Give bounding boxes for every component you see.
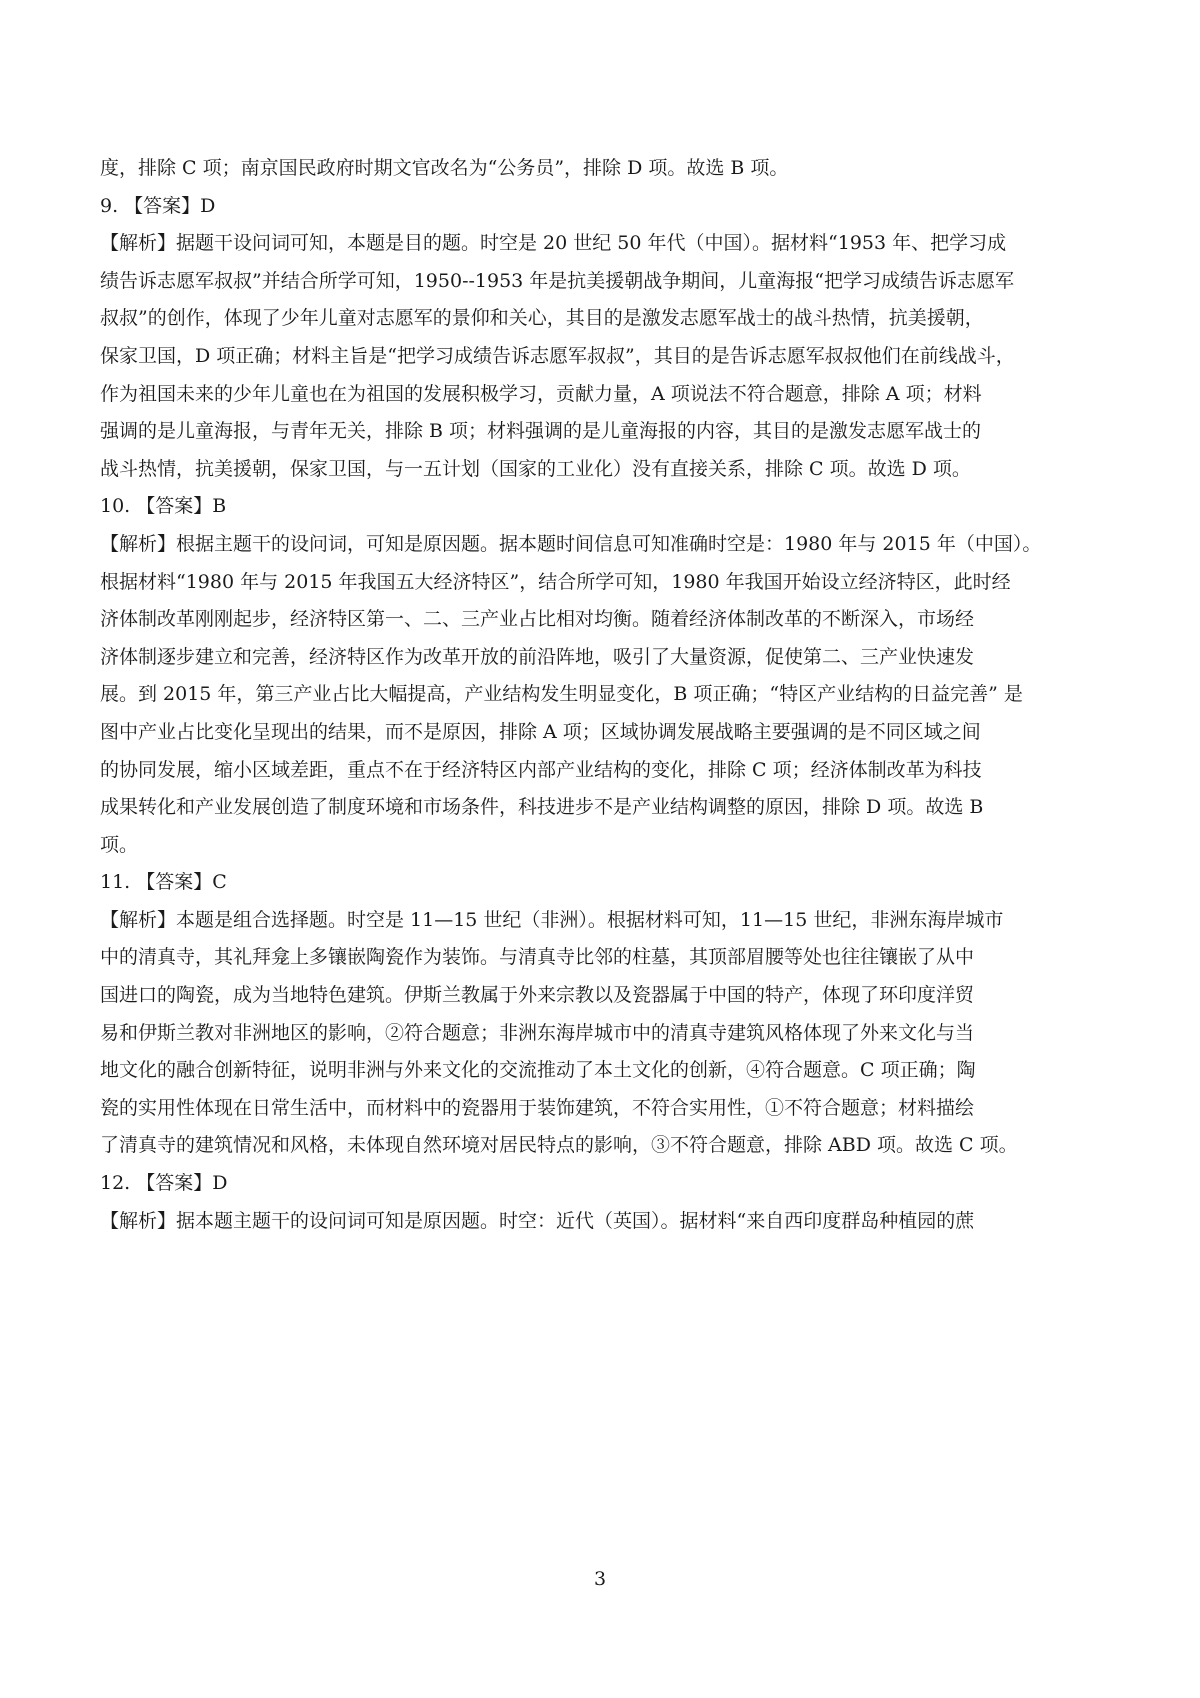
answer-heading-10: 10. 【答案】B: [100, 495, 227, 518]
text-line: 项。: [100, 833, 139, 856]
answer-heading-11: 11. 【答案】C: [100, 871, 227, 894]
text-line: 易和伊斯兰教对非洲地区的影响，②符合题意；非洲东海岸城市中的清真寺建筑风格体现了外来文化与当: [100, 1021, 975, 1044]
text-line: 图中产业占比变化呈现出的结果，而不是原因，排除 A 项；区域协调发展战略主要强调的是不同区域之间: [100, 720, 981, 743]
text-line: 的协同发展，缩小区域差距，重点不在于经济特区内部产业结构的变化，排除 C 项；经济体制改革为科技: [100, 758, 982, 781]
answer-heading-9: 9. 【答案】D: [100, 194, 216, 217]
page-number: 3: [593, 1568, 607, 1590]
text-line: 【解析】据本题主题干的设问词可知是原因题。时空：近代（英国）。据材料“来自西印度群岛种植园的蔗: [100, 1209, 975, 1232]
text-line: 成果转化和产业发展创造了制度环境和市场条件，科技进步不是产业结构调整的原因，排除 D 项。故选 B: [100, 796, 984, 819]
text-line: 保家卫国，D 项正确；材料主旨是“把学习成绩告诉志愿军叔叔”，其目的是告诉志愿军叔叔他们在前线战斗，: [100, 344, 1015, 367]
text-line: 国进口的陶瓷，成为当地特色建筑。伊斯兰教属于外来宗教以及瓷器属于中国的特产，体现了环印度洋贸: [100, 984, 975, 1007]
text-line: 【解析】根据主题干的设问词，可知是原因题。据本题时间信息可知准确时空是：1980 年与 2015 年（中国）。: [100, 532, 1042, 555]
text-line: 【解析】本题是组合选择题。时空是 11—15 世纪（非洲）。根据材料可知，11—15 世纪，非洲东海岸城市: [100, 908, 1004, 931]
text-line: 地文化的融合创新特征，说明非洲与外来文化的交流推动了本土文化的创新，④符合题意。C 项正确；陶: [100, 1059, 976, 1082]
text-line: 中的清真寺，其礼拜龛上多镶嵌陶瓷作为装饰。与清真寺比邻的柱墓，其顶部眉腰等处也往往镶嵌了从中: [100, 946, 975, 969]
text-line: 济体制改革刚刚起步，经济特区第一、二、三产业占比相对均衡。随着经济体制改革的不断深入，市场经: [100, 608, 975, 631]
text-line: 战斗热情，抗美援朝，保家卫国，与一五计划（国家的工业化）没有直接关系，排除 C 项。故选 D 项。: [100, 457, 971, 480]
text-line: 作为祖国未来的少年儿童也在为祖国的发展积极学习，贡献力量，A 项说法不符合题意，排除 A 项；材料: [100, 382, 982, 405]
text-line: 根据材料“1980 年与 2015 年我国五大经济特区”，结合所学可知，1980 年我国开始设立经济特区，此时经: [100, 570, 1011, 593]
text-line: 绩告诉志愿军叔叔”并结合所学可知，1950--1953 年是抗美援朝战争期间，儿童海报“把学习成绩告诉志愿军: [100, 269, 1015, 292]
answer-explanations: [100, 150, 1090, 1240]
text-line: 【解析】据题干设问词可知，本题是目的题。时空是 20 世纪 50 年代（中国）。据材料“1953 年、把学习成: [100, 232, 1007, 255]
text-line: 展。到 2015 年，第三产业占比大幅提高，产业结构发生明显变化，B 项正确；“特区产业结构的日益完善” 是: [100, 683, 1023, 706]
answer-heading-12: 12. 【答案】D: [100, 1172, 228, 1195]
text-line: 济体制逐步建立和完善，经济特区作为改革开放的前沿阵地，吸引了大量资源，促使第二、三产业快速发: [100, 645, 975, 668]
text-line: 强调的是儿童海报，与青年无关，排除 B 项；材料强调的是儿童海报的内容，其目的是激发志愿军战士的: [100, 420, 982, 443]
text-line: 度，排除 C 项；南京国民政府时期文官改名为“公务员”，排除 D 项。故选 B 项。: [100, 157, 789, 179]
text-line: 瓷的实用性体现在日常生活中，而材料中的瓷器用于装饰建筑，不符合实用性，①不符合题意；材料描绘: [100, 1096, 975, 1119]
text-line: 叔叔”的创作，体现了少年儿童对志愿军的景仰和关心，其目的是激发志愿军战士的战斗热情，抗美援朝，: [100, 307, 984, 330]
text-line: 了清真寺的建筑情况和风格，未体现自然环境对居民特点的影响，③不符合题意，排除 ABD 项。故选 C 项。: [100, 1134, 1018, 1157]
